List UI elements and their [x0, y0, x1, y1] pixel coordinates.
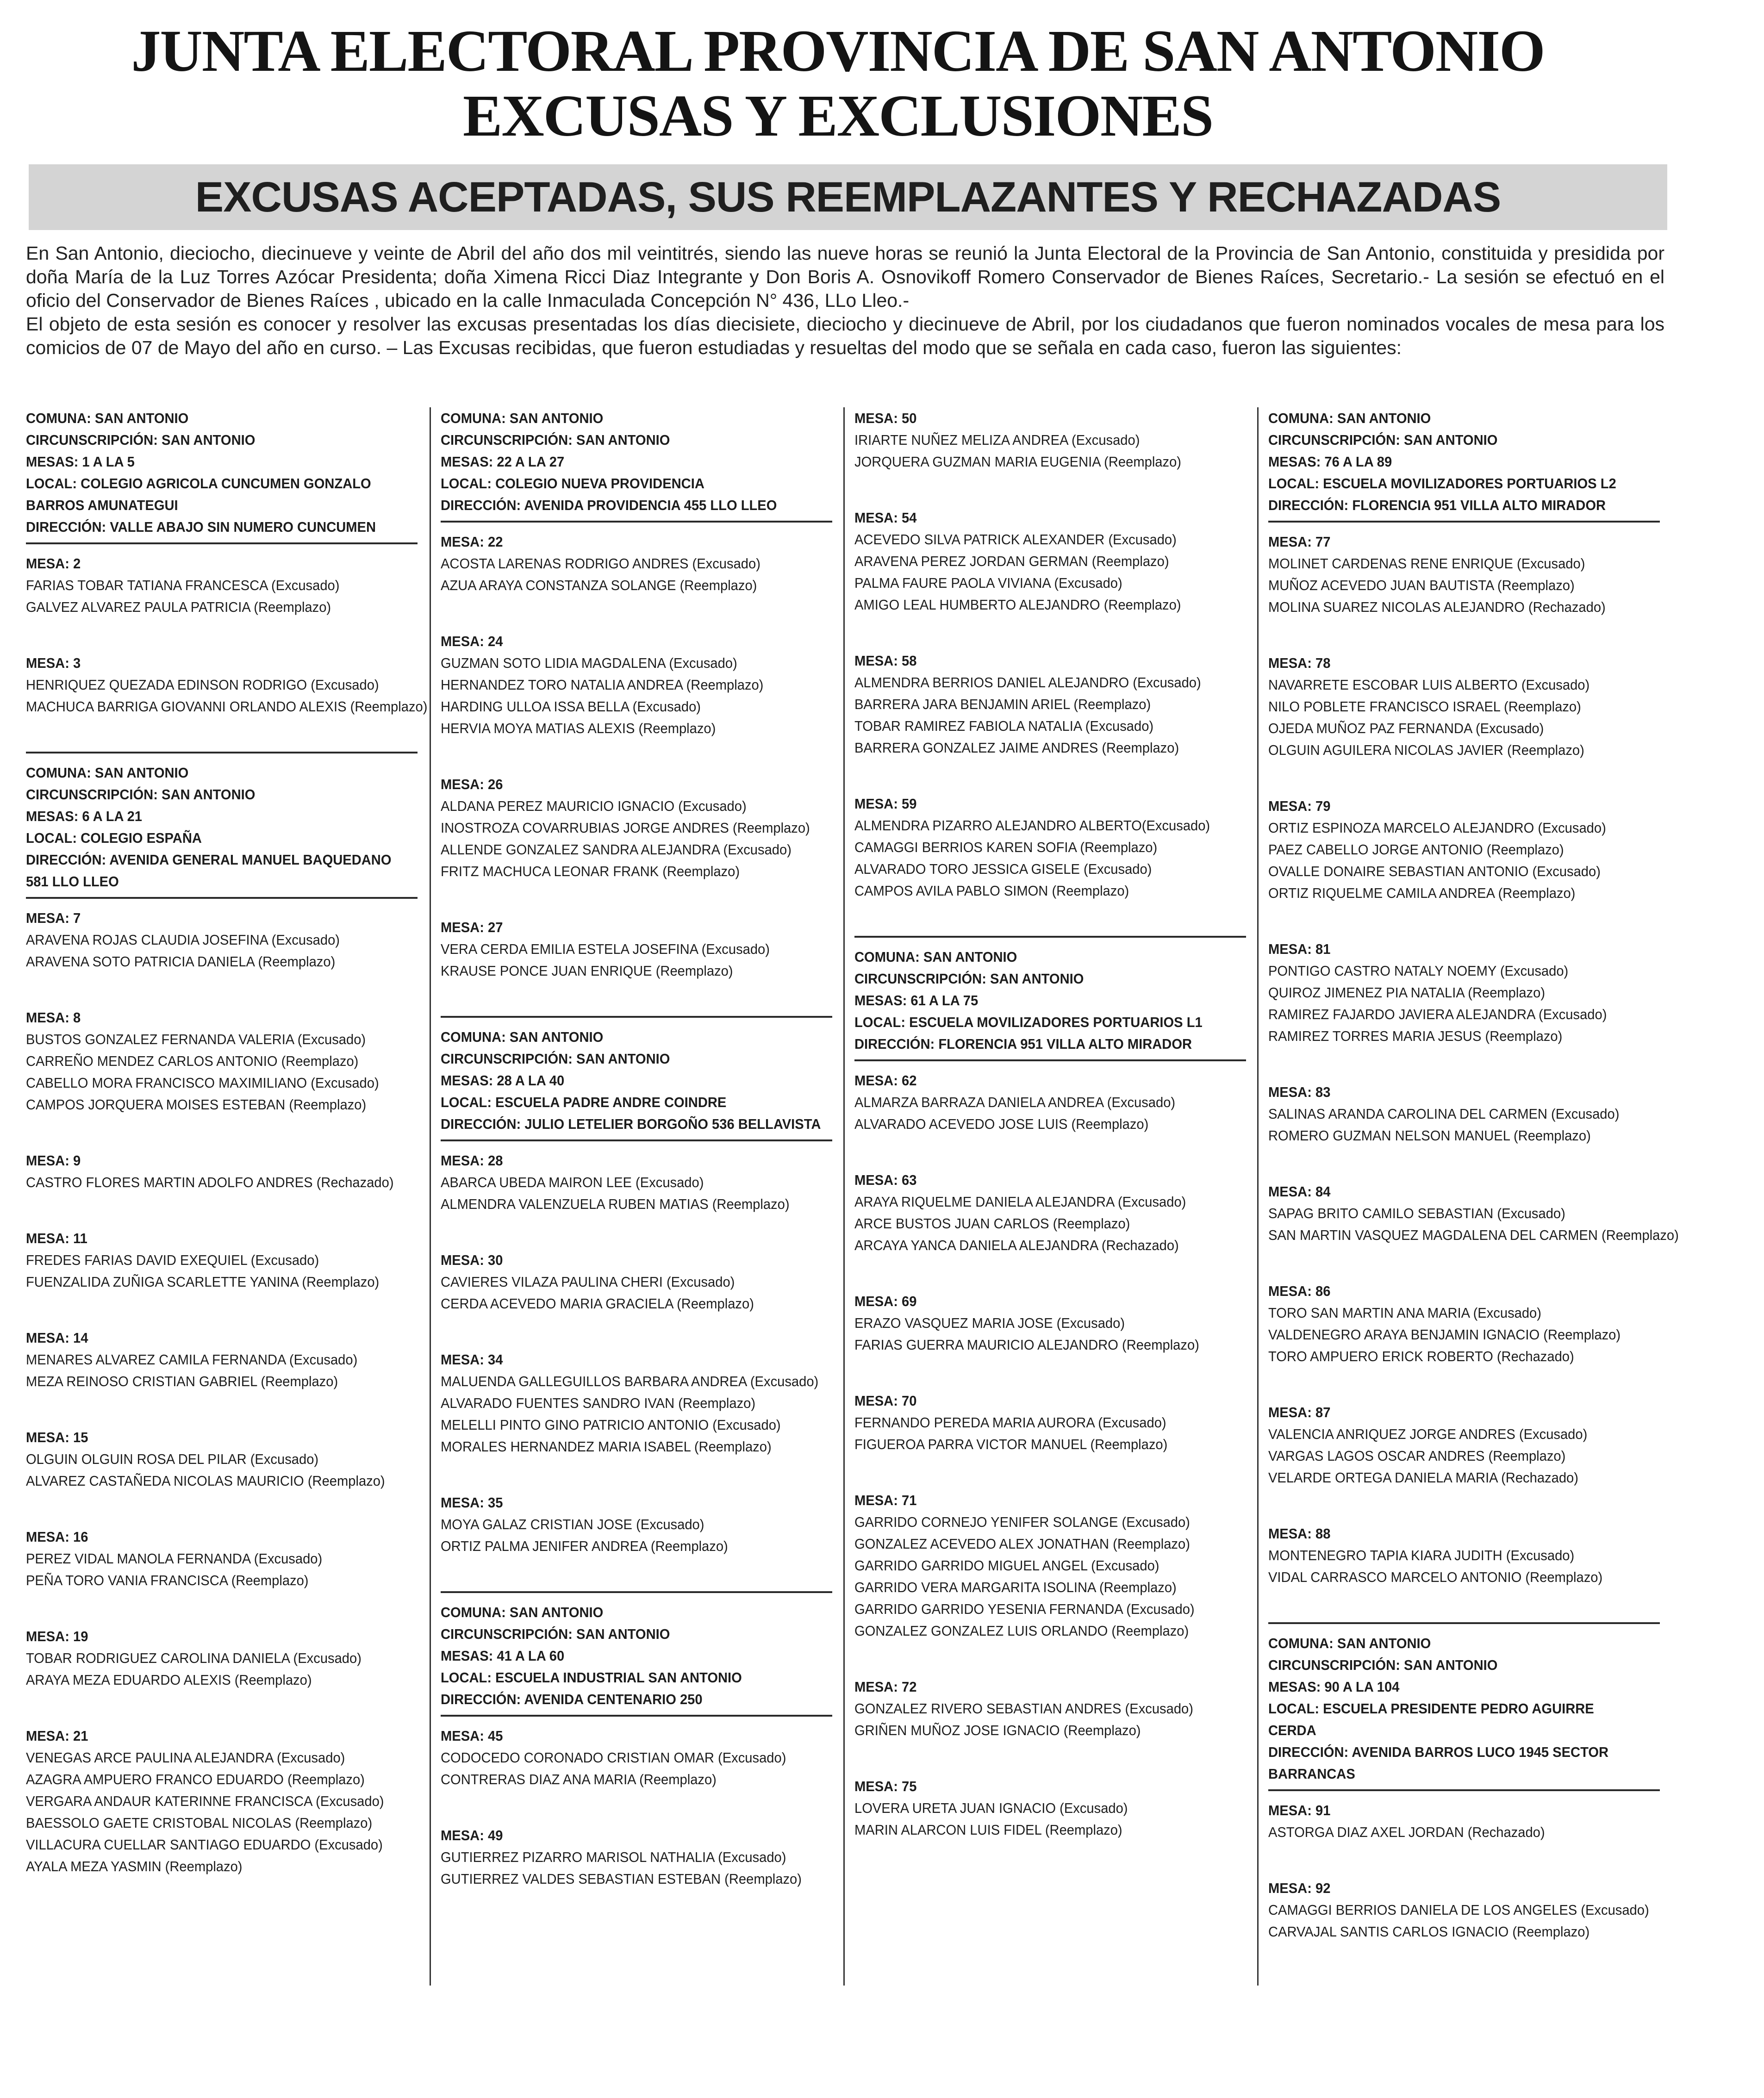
mesa-number: MESA: 50 — [854, 410, 917, 426]
vocal-entry: ORTIZ RIQUELME CAMILA ANDREA (Reemplazo) — [1268, 885, 1576, 901]
mesa-entry — [26, 1725, 399, 1877]
polling-place-line: CIRCUNSCRIPCIÓN: SAN ANTONIO — [441, 432, 670, 448]
mesa-number: MESA: 78 — [1268, 655, 1331, 671]
polling-place-header — [441, 407, 813, 516]
polling-place-line: DIRECCIÓN: AVENIDA GENERAL MANUEL BAQUEDANO — [26, 852, 392, 868]
vocal-entry: ACOSTA LARENAS RODRIGO ANDRES (Excusado) — [441, 555, 760, 572]
vocal-entry: FRITZ MACHUCA LEONAR FRANK (Reemplazo) — [441, 863, 740, 879]
polling-place-line: DIRECCIÓN: VALLE ABAJO SIN NUMERO CUNCUMEN — [26, 519, 376, 535]
vocal-entry: VENEGAS ARCE PAULINA ALEJANDRA (Excusado) — [26, 1749, 345, 1766]
vocal-entry: TOBAR RODRIGUEZ CAROLINA DANIELA (Excusado) — [26, 1650, 362, 1666]
vocal-entry: MALUENDA GALLEGUILLOS BARBARA ANDREA (Excusado) — [441, 1373, 819, 1389]
vocal-entry: ARAVENA PEREZ JORDAN GERMAN (Reemplazo) — [854, 553, 1169, 569]
mesa-number: MESA: 59 — [854, 796, 917, 812]
polling-place-header — [26, 407, 399, 538]
vocal-entry: BARRERA JARA BENJAMIN ARIEL (Reemplazo) — [854, 696, 1151, 712]
vocal-entry: GUTIERREZ VALDES SEBASTIAN ESTEBAN (Reemplazo) — [441, 1871, 802, 1887]
polling-place-line: MESAS: 76 A LA 89 — [1268, 454, 1392, 470]
vocal-entry: ARAYA MEZA EDUARDO ALEXIS (Reemplazo) — [26, 1672, 312, 1688]
mesa-entry — [26, 1625, 399, 1691]
mesa-number: MESA: 22 — [441, 534, 503, 550]
intro-paragraph-2: El objeto de esta sesión es conocer y resolver las excusas presentadas los días diecisiete, dieciocho y diecinueve de Abril, por los ciudadanos que fueron nominados vocales de mesa para los comicios de 07 de Mayo del año en curso. – Las Excusas recibidas, que fueron estudiadas y resueltas del modo que se señala en cada caso, fueron las siguientes: — [26, 313, 1664, 358]
vocal-entry: SAN MARTIN VASQUEZ MAGDALENA DEL CARMEN (Reemplazo) — [1268, 1227, 1679, 1243]
mesa-entry — [26, 1327, 399, 1392]
polling-place-line: CIRCUNSCRIPCIÓN: SAN ANTONIO — [441, 1051, 670, 1067]
vocal-entry: GUZMAN SOTO LIDIA MAGDALENA (Excusado) — [441, 655, 737, 671]
mesa-entry — [441, 1824, 813, 1890]
vocal-entry: ACEVEDO SILVA PATRICK ALEXANDER (Excusado) — [854, 531, 1177, 548]
vocal-entry: GONZALEZ RIVERO SEBASTIAN ANDRES (Excusado) — [854, 1700, 1193, 1717]
vocal-entry: ASTORGA DIAZ AXEL JORDAN (Rechazado) — [1268, 1824, 1545, 1840]
polling-place-line: LOCAL: COLEGIO ESPAÑA — [26, 830, 202, 846]
polling-place-line: COMUNA: SAN ANTONIO — [1268, 1635, 1431, 1651]
polling-place-line: MESAS: 41 A LA 60 — [441, 1648, 565, 1664]
vocal-entry: GONZALEZ ACEVEDO ALEX JONATHAN (Reemplazo) — [854, 1536, 1190, 1552]
mesa-entry — [854, 1489, 1227, 1642]
mesa-number: MESA: 81 — [1268, 941, 1331, 957]
vocal-entry: HENRIQUEZ QUEZADA EDINSON RODRIGO (Excusado) — [26, 677, 379, 693]
section-rule — [1268, 521, 1660, 523]
mesa-number: MESA: 58 — [854, 653, 917, 669]
mesa-number: MESA: 21 — [26, 1728, 88, 1744]
vocal-entry: VARGAS LAGOS OSCAR ANDRES (Reemplazo) — [1268, 1448, 1566, 1464]
section-rule — [26, 542, 418, 544]
mesa-entry — [441, 1150, 813, 1215]
polling-place-header — [441, 1026, 821, 1135]
section-rule — [1268, 1789, 1660, 1791]
vocal-entry: VERA CERDA EMILIA ESTELA JOSEFINA (Excusado) — [441, 941, 770, 957]
vocal-entry: ARCE BUSTOS JUAN CARLOS (Reemplazo) — [854, 1215, 1130, 1232]
mesa-number: MESA: 24 — [441, 633, 503, 649]
mesa-entry — [26, 1227, 399, 1293]
section-rule — [1268, 1622, 1660, 1624]
vocal-entry: GARRIDO GARRIDO YESENIA FERNANDA (Excusado) — [854, 1601, 1195, 1617]
mesa-entry — [854, 1775, 1227, 1841]
polling-place-line: CIRCUNSCRIPCIÓN: SAN ANTONIO — [1268, 432, 1498, 448]
vocal-entry: KRAUSE PONCE JUAN ENRIQUE (Reemplazo) — [441, 963, 733, 979]
mesa-entry — [26, 1007, 399, 1115]
mesa-number: MESA: 71 — [854, 1492, 917, 1508]
vocal-entry: HERVIA MOYA MATIAS ALEXIS (Reemplazo) — [441, 720, 716, 736]
vocal-entry: ALMENDRA BERRIOS DANIEL ALEJANDRO (Excusado) — [854, 674, 1201, 691]
mesa-number: MESA: 34 — [441, 1351, 503, 1368]
vocal-entry: TOBAR RAMIREZ FABIOLA NATALIA (Excusado) — [854, 718, 1154, 734]
vocal-entry: GALVEZ ALVAREZ PAULA PATRICIA (Reemplazo) — [26, 599, 331, 615]
mesa-number: MESA: 84 — [1268, 1183, 1331, 1200]
polling-place-line: LOCAL: ESCUELA MOVILIZADORES PORTUARIOS L1 — [854, 1014, 1203, 1030]
polling-place-line: CIRCUNSCRIPCIÓN: SAN ANTONIO — [854, 971, 1084, 987]
polling-place-line: COMUNA: SAN ANTONIO — [441, 410, 604, 426]
vocal-entry: CAMPOS JORQUERA MOISES ESTEBAN (Reemplazo) — [26, 1096, 367, 1113]
mesa-entry — [26, 1150, 399, 1193]
section-rule — [441, 1016, 832, 1018]
polling-place-header — [26, 762, 399, 892]
column-divider — [843, 407, 845, 1986]
mesa-number: MESA: 15 — [26, 1429, 88, 1445]
vocal-entry: ERAZO VASQUEZ MARIA JOSE (Excusado) — [854, 1315, 1125, 1331]
vocal-entry: VELARDE ORTEGA DANIELA MARIA (Rechazado) — [1268, 1469, 1578, 1486]
vocal-entry: CASTRO FLORES MARTIN ADOLFO ANDRES (Rechazado) — [26, 1174, 394, 1190]
vocal-entry: MARIN ALARCON LUIS FIDEL (Reemplazo) — [854, 1822, 1122, 1838]
polling-place-line: BARROS AMUNATEGUI — [26, 497, 178, 513]
vocal-entry: ALMENDRA PIZARRO ALEJANDRO ALBERTO(Excusado) — [854, 817, 1210, 834]
mesa-entry — [1268, 1401, 1641, 1488]
polling-place-line: MESAS: 6 A LA 21 — [26, 808, 142, 824]
vocal-entry: LOVERA URETA JUAN IGNACIO (Excusado) — [854, 1800, 1128, 1816]
mesa-number: MESA: 30 — [441, 1252, 503, 1268]
vocal-entry: AYALA MEZA YASMIN (Reemplazo) — [26, 1858, 243, 1874]
mesa-entry — [854, 1390, 1227, 1455]
polling-place-line: MESAS: 1 A LA 5 — [26, 454, 135, 470]
vocal-entry: CARREÑO MENDEZ CARLOS ANTONIO (Reemplazo) — [26, 1053, 359, 1069]
vocal-entry: CONTRERAS DIAZ ANA MARIA (Reemplazo) — [441, 1771, 717, 1787]
vocal-entry: ROMERO GUZMAN NELSON MANUEL (Reemplazo) — [1268, 1127, 1591, 1144]
mesa-number: MESA: 16 — [26, 1529, 88, 1545]
polling-place-line: LOCAL: ESCUELA PADRE ANDRE COINDRE — [441, 1094, 727, 1110]
vocal-entry: MUÑOZ ACEVEDO JUAN BAUTISTA (Reemplazo) — [1268, 577, 1575, 593]
mesa-number: MESA: 70 — [854, 1393, 917, 1409]
mesa-entry — [1268, 1081, 1641, 1146]
polling-place-line: LOCAL: COLEGIO NUEVA PROVIDENCIA — [441, 475, 704, 492]
vocal-entry: PEREZ VIDAL MANOLA FERNANDA (Excusado) — [26, 1550, 323, 1567]
mesa-entry — [854, 1290, 1227, 1356]
vocal-entry: MOYA GALAZ CRISTIAN JOSE (Excusado) — [441, 1516, 704, 1532]
polling-place-line: CERDA — [1268, 1722, 1316, 1738]
mesa-entry — [1268, 938, 1641, 1047]
polling-place-line: MESAS: 22 A LA 27 — [441, 454, 565, 470]
vocal-entry: MONTENEGRO TAPIA KIARA JUDITH (Excusado) — [1268, 1547, 1575, 1563]
vocal-entry: PAEZ CABELLO JORGE ANTONIO (Reemplazo) — [1268, 841, 1564, 858]
mesa-entry — [1268, 531, 1641, 618]
polling-place-line: MESAS: 61 A LA 75 — [854, 992, 979, 1009]
vocal-entry: BAESSOLO GAETE CRISTOBAL NICOLAS (Reemplazo) — [26, 1815, 373, 1831]
mesa-number: MESA: 35 — [441, 1494, 503, 1511]
polling-place-line: LOCAL: ESCUELA PRESIDENTE PEDRO AGUIRRE — [1268, 1700, 1594, 1717]
polling-place-line: LOCAL: ESCUELA INDUSTRIAL SAN ANTONIO — [441, 1669, 742, 1686]
vocal-entry: FUENZALIDA ZUÑIGA SCARLETTE YANINA (Reemplazo) — [26, 1274, 380, 1290]
polling-place-line: CIRCUNSCRIPCIÓN: SAN ANTONIO — [26, 432, 256, 448]
vocal-entry: ALVARADO FUENTES SANDRO IVAN (Reemplazo) — [441, 1395, 756, 1411]
mesa-entry — [441, 1492, 813, 1557]
mesa-number: MESA: 69 — [854, 1293, 917, 1309]
mesa-entry — [26, 553, 399, 618]
polling-place-line: LOCAL: COLEGIO AGRICOLA CUNCUMEN GONZALO — [26, 475, 371, 492]
vocal-entry: TORO AMPUERO ERICK ROBERTO (Rechazado) — [1268, 1348, 1574, 1364]
mesa-number: MESA: 63 — [854, 1172, 917, 1188]
vocal-entry: ARAYA RIQUELME DANIELA ALEJANDRA (Excusado) — [854, 1194, 1186, 1210]
vocal-entry: CODOCEDO CORONADO CRISTIAN OMAR (Excusado) — [441, 1749, 786, 1766]
vocal-entry: ALMENDRA VALENZUELA RUBEN MATIAS (Reemplazo) — [441, 1196, 790, 1212]
vocal-entry: OLGUIN AGUILERA NICOLAS JAVIER (Reemplazo) — [1268, 742, 1584, 758]
mesa-entry — [854, 1070, 1227, 1135]
vocal-entry: AZUA ARAYA CONSTANZA SOLANGE (Reemplazo) — [441, 577, 757, 593]
mesa-entry — [441, 1249, 813, 1314]
mesa-entry — [26, 652, 428, 717]
mesa-entry — [1268, 1523, 1641, 1588]
column-2 — [441, 407, 821, 1924]
mesa-entry — [1268, 1280, 1641, 1367]
polling-place-line: DIRECCIÓN: AVENIDA BARROS LUCO 1945 SECTOR — [1268, 1744, 1609, 1760]
mesa-number: MESA: 79 — [1268, 798, 1331, 814]
vocal-entry: NILO POBLETE FRANCISCO ISRAEL (Reemplazo) — [1268, 698, 1581, 715]
page-subtitle: EXCUSAS Y EXCLUSIONES — [462, 83, 1213, 149]
mesa-entry — [441, 916, 813, 982]
mesa-number: MESA: 49 — [441, 1827, 503, 1843]
vocal-entry: VALENCIA ANRIQUEZ JORGE ANDRES (Excusado) — [1268, 1426, 1588, 1442]
mesa-entry — [441, 630, 813, 739]
vocal-entry: OVALLE DONAIRE SEBASTIAN ANTONIO (Excusado) — [1268, 863, 1601, 879]
polling-place-line: DIRECCIÓN: AVENIDA CENTENARIO 250 — [441, 1691, 703, 1707]
section-banner-text: EXCUSAS ACEPTADAS, SUS REEMPLAZANTES Y RECHAZADAS — [195, 173, 1501, 221]
mesa-entry — [854, 407, 1227, 473]
vocal-entry: RAMIREZ FAJARDO JAVIERA ALEJANDRA (Excusado) — [1268, 1006, 1607, 1022]
vocal-entry: CABELLO MORA FRANCISCO MAXIMILIANO (Excusado) — [26, 1075, 379, 1091]
mesa-number: MESA: 19 — [26, 1628, 88, 1644]
polling-place-header — [854, 946, 1227, 1055]
mesa-entry — [1268, 1799, 1641, 1843]
mesa-number: MESA: 45 — [441, 1728, 503, 1744]
vocal-entry: CERDA ACEVEDO MARIA GRACIELA (Reemplazo) — [441, 1295, 754, 1312]
section-rule — [441, 1591, 832, 1593]
vocal-entry: NAVARRETE ESCOBAR LUIS ALBERTO (Excusado) — [1268, 677, 1590, 693]
mesa-number: MESA: 75 — [854, 1778, 917, 1794]
vocal-entry: CARVAJAL SANTIS CARLOS IGNACIO (Reemplazo) — [1268, 1924, 1590, 1940]
vocal-entry: MOLINA SUAREZ NICOLAS ALEJANDRO (Rechazado) — [1268, 599, 1606, 615]
mesa-number: MESA: 8 — [26, 1009, 81, 1026]
mesa-entry — [1268, 1877, 1649, 1942]
polling-place-line: LOCAL: ESCUELA MOVILIZADORES PORTUARIOS L2 — [1268, 475, 1616, 492]
mesa-number: MESA: 86 — [1268, 1283, 1331, 1299]
vocal-entry: ABARCA UBEDA MAIRON LEE (Excusado) — [441, 1174, 704, 1190]
intro-paragraph-1: En San Antonio, dieciocho, diecinueve y veinte de Abril del año dos mil veintitrés, siendo las nueve horas se reunió la Junta Electoral de la Provincia de San Antonio, constituida y presidida por doña María de la Luz Torres Azócar Presidenta; doña Ximena Ricci Diaz Integrante y Don Boris A. Osnovikoff Romero Conservador de Bienes Raíces, Secretario.- La sesión se efectuó en el oficio del Conservador de Bienes Raíces , ubicado en la calle Inmaculada Concepción N° 436, LLo Lleo.- — [26, 243, 1664, 311]
polling-place-header — [441, 1601, 813, 1710]
mesa-entry — [441, 773, 813, 882]
polling-place-line: COMUNA: SAN ANTONIO — [441, 1029, 604, 1045]
column-1 — [26, 407, 428, 1911]
vocal-entry: ORTIZ PALMA JENIFER ANDREA (Reemplazo) — [441, 1538, 728, 1554]
vocal-entry: FARIAS TOBAR TATIANA FRANCESCA (Excusado) — [26, 577, 340, 593]
polling-place-line: 581 LLO LLEO — [26, 873, 119, 890]
mesa-entry — [441, 1725, 813, 1790]
polling-place-line: COMUNA: SAN ANTONIO — [26, 765, 189, 781]
mesa-number: MESA: 83 — [1268, 1084, 1331, 1100]
section-rule — [441, 521, 832, 523]
section-rule — [854, 936, 1246, 938]
column-divider — [430, 407, 431, 1986]
vocal-entry: ALVARADO TORO JESSICA GISELE (Excusado) — [854, 861, 1152, 877]
mesa-number: MESA: 92 — [1268, 1880, 1331, 1896]
section-rule — [26, 897, 418, 899]
polling-place-line: DIRECCIÓN: AVENIDA PROVIDENCIA 455 LLO LLEO — [441, 497, 777, 513]
mesa-entry — [854, 793, 1227, 902]
mesa-entry — [441, 1349, 819, 1457]
vocal-entry: ARCAYA YANCA DANIELA ALEJANDRA (Rechazado) — [854, 1237, 1179, 1253]
vocal-entry: MACHUCA BARRIGA GIOVANNI ORLANDO ALEXIS (Reemplazo) — [26, 698, 428, 715]
mesa-number: MESA: 62 — [854, 1072, 917, 1089]
vocal-entry: VERGARA ANDAUR KATERINNE FRANCISCA (Excusado) — [26, 1793, 384, 1809]
polling-place-line: CIRCUNSCRIPCIÓN: SAN ANTONIO — [26, 786, 256, 803]
vocal-entry: PEÑA TORO VANIA FRANCISCA (Reemplazo) — [26, 1572, 309, 1588]
vocal-entry: VIDAL CARRASCO MARCELO ANTONIO (Reemplazo) — [1268, 1569, 1603, 1585]
vocal-entry: PONTIGO CASTRO NATALY NOEMY (Excusado) — [1268, 963, 1569, 979]
vocal-entry: FARIAS GUERRA MAURICIO ALEJANDRO (Reemplazo) — [854, 1337, 1199, 1353]
vocal-entry: JORQUERA GUZMAN MARIA EUGENIA (Reemplazo) — [854, 454, 1181, 470]
mesa-number: MESA: 27 — [441, 919, 503, 935]
vocal-entry: ARAVENA ROJAS CLAUDIA JOSEFINA (Excusado) — [26, 932, 340, 948]
vocal-entry: ALVAREZ CASTAÑEDA NICOLAS MAURICIO (Reemplazo) — [26, 1473, 385, 1489]
mesa-number: MESA: 77 — [1268, 534, 1331, 550]
polling-place-line: COMUNA: SAN ANTONIO — [26, 410, 189, 426]
vocal-entry: ALLENDE GONZALEZ SANDRA ALEJANDRA (Excusado) — [441, 841, 792, 858]
vocal-entry: INOSTROZA COVARRUBIAS JORGE ANDRES (Reemplazo) — [441, 820, 810, 836]
mesa-number: MESA: 72 — [854, 1679, 917, 1695]
vocal-entry: TORO SAN MARTIN ANA MARIA (Excusado) — [1268, 1305, 1541, 1321]
vocal-entry: CAVIERES VILAZA PAULINA CHERI (Excusado) — [441, 1274, 735, 1290]
vocal-entry: ALDANA PEREZ MAURICIO IGNACIO (Excusado) — [441, 798, 747, 814]
mesa-number: MESA: 28 — [441, 1152, 503, 1169]
vocal-entry: IRIARTE NUÑEZ MELIZA ANDREA (Excusado) — [854, 432, 1140, 448]
vocal-entry: ARAVENA SOTO PATRICIA DANIELA (Reemplazo) — [26, 953, 336, 970]
vocal-entry: ORTIZ ESPINOZA MARCELO ALEJANDRO (Excusado) — [1268, 820, 1606, 836]
vocal-entry: GONZALEZ GONZALEZ LUIS ORLANDO (Reemplazo) — [854, 1623, 1189, 1639]
vocal-entry: OLGUIN OLGUIN ROSA DEL PILAR (Excusado) — [26, 1451, 319, 1467]
polling-place-line: MESAS: 28 A LA 40 — [441, 1072, 565, 1089]
vocal-entry: RAMIREZ TORRES MARIA JESUS (Reemplazo) — [1268, 1028, 1563, 1044]
polling-place-line: COMUNA: SAN ANTONIO — [854, 949, 1017, 965]
mesa-entry — [441, 531, 813, 596]
polling-place-line: DIRECCIÓN: FLORENCIA 951 VILLA ALTO MIRADOR — [1268, 497, 1606, 513]
vocal-entry: PALMA FAURE PAOLA VIVIANA (Excusado) — [854, 575, 1122, 591]
section-rule — [26, 752, 418, 753]
polling-place-line: COMUNA: SAN ANTONIO — [441, 1604, 604, 1620]
polling-place-header — [1268, 407, 1641, 516]
page-title: JUNTA ELECTORAL PROVINCIA DE SAN ANTONIO — [131, 18, 1545, 84]
polling-place-line: COMUNA: SAN ANTONIO — [1268, 410, 1431, 426]
vocal-entry: HERNANDEZ TORO NATALIA ANDREA (Reemplazo) — [441, 677, 764, 693]
vocal-entry: GUTIERREZ PIZARRO MARISOL NATHALIA (Excusado) — [441, 1849, 786, 1865]
mesa-number: MESA: 2 — [26, 555, 81, 572]
mesa-number: MESA: 9 — [26, 1152, 81, 1169]
polling-place-line: DIRECCIÓN: FLORENCIA 951 VILLA ALTO MIRADOR — [854, 1036, 1192, 1052]
mesa-entry — [26, 1426, 399, 1492]
vocal-entry: MOLINET CARDENAS RENE ENRIQUE (Excusado) — [1268, 555, 1585, 572]
vocal-entry: GARRIDO VERA MARGARITA ISOLINA (Reemplazo) — [854, 1579, 1177, 1595]
vocal-entry: FREDES FARIAS DAVID EXEQUIEL (Excusado) — [26, 1252, 319, 1268]
vocal-entry: AZAGRA AMPUERO FRANCO EDUARDO (Reemplazo) — [26, 1771, 365, 1787]
vocal-entry: QUIROZ JIMENEZ PIA NATALIA (Reemplazo) — [1268, 984, 1546, 1001]
vocal-entry: MELELLI PINTO GINO PATRICIO ANTONIO (Excusado) — [441, 1417, 781, 1433]
vocal-entry: BUSTOS GONZALEZ FERNANDA VALERIA (Excusado) — [26, 1031, 366, 1047]
vocal-entry: SAPAG BRITO CAMILO SEBASTIAN (Excusado) — [1268, 1205, 1565, 1221]
mesa-number: MESA: 14 — [26, 1330, 88, 1346]
mesa-number: MESA: 11 — [26, 1230, 87, 1246]
column-divider — [1257, 407, 1259, 1986]
vocal-entry: CAMAGGI BERRIOS KAREN SOFIA (Reemplazo) — [854, 839, 1158, 855]
vocal-entry: FERNANDO PEREDA MARIA AURORA (Excusado) — [854, 1414, 1166, 1431]
vocal-entry: SALINAS ARANDA CAROLINA DEL CARMEN (Excusado) — [1268, 1106, 1620, 1122]
vocal-entry: AMIGO LEAL HUMBERTO ALEJANDRO (Reemplazo) — [854, 597, 1181, 613]
mesa-number: MESA: 87 — [1268, 1404, 1331, 1420]
vocal-entry: OJEDA MUÑOZ PAZ FERNANDA (Excusado) — [1268, 720, 1544, 736]
mesa-entry — [1268, 795, 1641, 904]
mesa-number: MESA: 7 — [26, 910, 81, 926]
vocal-entry: GRIÑEN MUÑOZ JOSE IGNACIO (Reemplazo) — [854, 1722, 1141, 1738]
polling-place-line: BARRANCAS — [1268, 1766, 1355, 1782]
mesa-number: MESA: 26 — [441, 776, 503, 792]
vocal-entry: FIGUEROA PARRA VICTOR MANUEL (Reemplazo) — [854, 1436, 1168, 1452]
column-3 — [854, 407, 1227, 1875]
mesa-entry — [854, 1169, 1227, 1256]
section-rule — [441, 1139, 832, 1141]
vocal-entry: CAMPOS AVILA PABLO SIMON (Reemplazo) — [854, 883, 1129, 899]
vocal-entry: ALMARZA BARRAZA DANIELA ANDREA (Excusado) — [854, 1094, 1176, 1110]
section-rule — [441, 1715, 832, 1717]
vocal-entry: CAMAGGI BERRIOS DANIELA DE LOS ANGELES (Excusado) — [1268, 1902, 1649, 1918]
vocal-entry: ALVARADO ACEVEDO JOSE LUIS (Reemplazo) — [854, 1116, 1149, 1132]
mesa-entry — [854, 650, 1227, 759]
vocal-entry: GARRIDO GARRIDO MIGUEL ANGEL (Excusado) — [854, 1557, 1159, 1574]
section-rule — [854, 1059, 1246, 1061]
mesa-number: MESA: 3 — [26, 655, 81, 671]
vocal-entry: GARRIDO CORNEJO YENIFER SOLANGE (Excusado) — [854, 1514, 1190, 1530]
polling-place-header — [1268, 1632, 1641, 1785]
mesa-entry — [854, 507, 1227, 616]
section-banner — [29, 164, 1667, 230]
polling-place-line: CIRCUNSCRIPCIÓN: SAN ANTONIO — [1268, 1657, 1498, 1673]
vocal-entry: BARRERA GONZALEZ JAIME ANDRES (Reemplazo) — [854, 740, 1179, 756]
vocal-entry: MEZA REINOSO CRISTIAN GABRIEL (Reemplazo) — [26, 1373, 338, 1389]
vocal-entry: MORALES HERNANDEZ MARIA ISABEL (Reemplazo) — [441, 1438, 772, 1455]
mesa-entry — [26, 907, 399, 972]
intro-text — [26, 242, 1664, 360]
polling-place-line: MESAS: 90 A LA 104 — [1268, 1679, 1400, 1695]
vocal-entry: VILLACURA CUELLAR SANTIAGO EDUARDO (Excusado) — [26, 1837, 383, 1853]
mesa-number: MESA: 91 — [1268, 1802, 1331, 1818]
mesa-number: MESA: 54 — [854, 510, 917, 526]
mesa-entry — [1268, 1181, 1679, 1246]
vocal-entry: VALDENEGRO ARAYA BENJAMIN IGNACIO (Reemplazo) — [1268, 1326, 1621, 1343]
polling-place-line: CIRCUNSCRIPCIÓN: SAN ANTONIO — [441, 1626, 670, 1642]
polling-place-line: DIRECCIÓN: JULIO LETELIER BORGOÑO 536 BELLAVISTA — [441, 1116, 821, 1132]
mesa-number: MESA: 88 — [1268, 1525, 1331, 1542]
mesa-entry — [26, 1526, 399, 1591]
column-4 — [1268, 407, 1679, 1977]
vocal-entry: MENARES ALVAREZ CAMILA FERNANDA (Excusado) — [26, 1351, 358, 1368]
vocal-entry: HARDING ULLOA ISSA BELLA (Excusado) — [441, 698, 701, 715]
mesa-entry — [1268, 652, 1641, 761]
mesa-entry — [854, 1676, 1227, 1741]
